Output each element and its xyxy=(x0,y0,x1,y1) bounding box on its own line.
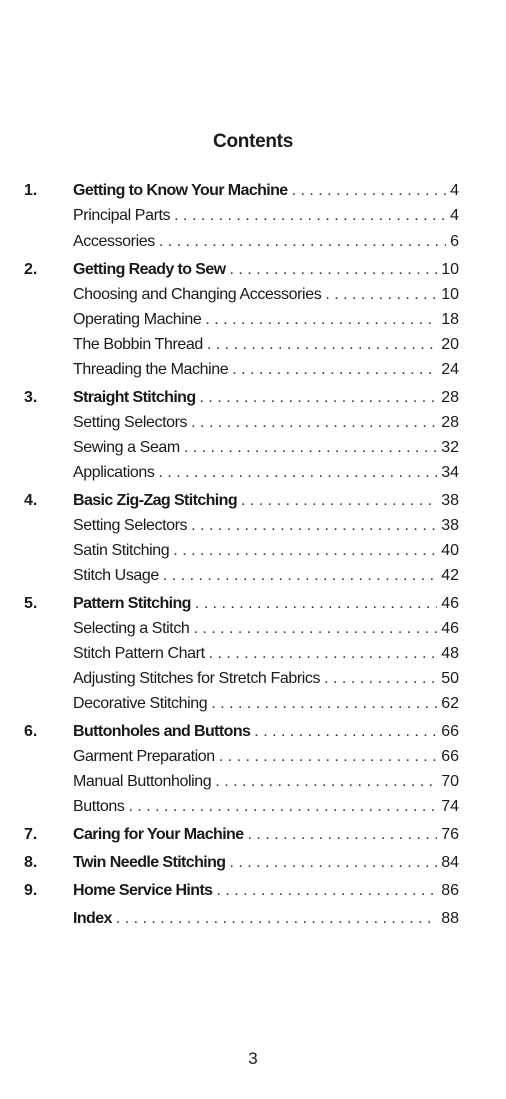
toc-entry-page: 88 xyxy=(437,908,459,930)
toc-entry-page: 38 xyxy=(437,490,459,512)
toc-entry-title: Buttons xyxy=(73,796,128,818)
toc-entry-page: 86 xyxy=(437,880,459,902)
toc-entry-title: Getting Ready to Sew xyxy=(73,259,229,281)
toc-entry-title: Buttonholes and Buttons xyxy=(73,721,254,743)
toc-section-entry xyxy=(73,618,459,640)
toc-leader-dots xyxy=(254,721,459,743)
toc-entry-title: Stitch Pattern Chart xyxy=(73,643,209,665)
toc-section-entry xyxy=(73,412,459,434)
toc-leader-dots xyxy=(193,618,459,640)
toc-entry-page: 10 xyxy=(437,284,459,306)
toc-entry-page: 46 xyxy=(437,618,459,640)
toc-entry-title: Applications xyxy=(73,462,158,484)
toc-entry-number: 5. xyxy=(24,595,38,612)
toc-section-entry xyxy=(73,205,459,227)
toc-entry-page: 76 xyxy=(437,824,459,846)
toc-leader-dots xyxy=(116,908,459,930)
toc-entry-title: Operating Machine xyxy=(73,309,205,331)
toc-leader-dots xyxy=(292,180,459,202)
toc-section-entry xyxy=(73,334,459,356)
toc-entry-title: Decorative Stitching xyxy=(73,693,211,715)
toc-entry-title: Adjusting Stitches for Stretch Fabrics xyxy=(73,668,324,690)
toc-entry-title: Sewing a Seam xyxy=(73,437,184,459)
toc-entry-title: Selecting a Stitch xyxy=(73,618,193,640)
toc-entry-page: 66 xyxy=(437,721,459,743)
toc-entry-page: 50 xyxy=(437,668,459,690)
toc-entry-page: 62 xyxy=(437,693,459,715)
toc-entry-page: 74 xyxy=(437,796,459,818)
toc-entry-page: 84 xyxy=(437,852,459,874)
toc-leader-dots xyxy=(195,593,459,615)
toc-entry-page: 38 xyxy=(437,515,459,537)
page-title: Contents xyxy=(213,131,293,152)
toc-entry-title: Threading the Machine xyxy=(73,359,232,381)
toc-leader-dots xyxy=(191,515,459,537)
toc-entry-page: 28 xyxy=(437,387,459,409)
toc-entry-title: Satin Stitching xyxy=(73,540,173,562)
toc-section-entry xyxy=(73,771,459,793)
toc-leader-dots xyxy=(191,412,459,434)
toc-entry-title: Choosing and Changing Accessories xyxy=(73,284,325,306)
toc-leader-dots xyxy=(174,205,459,227)
toc-entry-number: 4. xyxy=(24,492,38,509)
toc-section-entry xyxy=(73,515,459,537)
toc-leader-dots xyxy=(128,796,459,818)
toc-entry-page: 70 xyxy=(437,771,459,793)
toc-entry-number: 7. xyxy=(24,826,38,843)
toc-entry-page: 18 xyxy=(437,309,459,331)
toc-entry-page: 66 xyxy=(437,746,459,768)
toc-chapter-entry xyxy=(73,908,459,930)
toc-section-entry xyxy=(73,540,459,562)
toc-entry-title: Home Service Hints xyxy=(73,880,216,902)
toc-leader-dots xyxy=(211,693,459,715)
toc-entry-title: Setting Selectors xyxy=(73,515,191,537)
toc-entry-page: 10 xyxy=(437,259,459,281)
toc-leader-dots xyxy=(163,565,459,587)
toc-entry-page: 34 xyxy=(437,462,459,484)
toc-entry-title: Getting to Know Your Machine xyxy=(73,180,292,202)
toc-entry-page: 48 xyxy=(437,643,459,665)
toc-entry-title: Twin Needle Stitching xyxy=(73,852,229,874)
toc-section-entry xyxy=(73,796,459,818)
toc-entry-page: 32 xyxy=(437,437,459,459)
toc-section-entry xyxy=(73,284,459,306)
toc-chapter-entry xyxy=(24,180,459,202)
toc-leader-dots xyxy=(205,309,459,331)
page-number: 3 xyxy=(248,1049,258,1068)
toc-section-entry xyxy=(73,643,459,665)
toc-entry-page: 4 xyxy=(446,180,459,202)
toc-entry-page: 28 xyxy=(437,412,459,434)
toc-entry-title: Manual Buttonholing xyxy=(73,771,215,793)
toc-entry-number: 3. xyxy=(24,389,38,406)
toc-entry-page: 4 xyxy=(446,205,459,227)
toc-leader-dots xyxy=(216,880,459,902)
toc-chapter-entry xyxy=(24,593,459,615)
toc-chapter-entry xyxy=(24,880,459,902)
toc-entry-title: Stitch Usage xyxy=(73,565,163,587)
toc-entry-title: The Bobbin Thread xyxy=(73,334,207,356)
toc-section-entry xyxy=(73,746,459,768)
toc-chapter-entry xyxy=(24,824,459,846)
toc-entry-title: Index xyxy=(73,908,116,930)
toc-leader-dots xyxy=(159,231,459,253)
toc-chapter-entry xyxy=(24,259,459,281)
toc-entry-number: 6. xyxy=(24,723,38,740)
toc-leader-dots xyxy=(184,437,459,459)
toc-entry-number: 8. xyxy=(24,854,38,871)
toc-chapter-entry xyxy=(24,852,459,874)
toc-entry-title: Accessories xyxy=(73,231,159,253)
toc-section-entry xyxy=(73,359,459,381)
toc-chapter-entry xyxy=(24,490,459,512)
toc-entry-number: 9. xyxy=(24,882,38,899)
toc-leader-dots xyxy=(209,643,459,665)
toc-entry-title: Caring for Your Machine xyxy=(73,824,248,846)
toc-section-entry xyxy=(73,462,459,484)
toc-entry-page: 6 xyxy=(446,231,459,253)
toc-entry-title: Pattern Stitching xyxy=(73,593,195,615)
toc-leader-dots xyxy=(229,259,459,281)
toc-chapter-entry xyxy=(24,721,459,743)
toc-entry-title: Garment Preparation xyxy=(73,746,219,768)
toc-entry-page: 20 xyxy=(437,334,459,356)
toc-entry-number: 1. xyxy=(24,182,38,199)
toc-entry-title: Straight Stitching xyxy=(73,387,200,409)
toc-entry-page: 46 xyxy=(437,593,459,615)
toc-section-entry xyxy=(73,437,459,459)
toc-section-entry xyxy=(73,231,459,253)
toc-entry-title: Principal Parts xyxy=(73,205,174,227)
toc-entry-page: 24 xyxy=(437,359,459,381)
toc-entry-number: 2. xyxy=(24,261,38,278)
toc-section-entry xyxy=(73,565,459,587)
toc-leader-dots xyxy=(241,490,459,512)
toc-leader-dots xyxy=(215,771,459,793)
toc-leader-dots xyxy=(158,462,459,484)
toc-entry-page: 42 xyxy=(437,565,459,587)
toc-entry-title: Basic Zig-Zag Stitching xyxy=(73,490,241,512)
toc-leader-dots xyxy=(200,387,459,409)
toc-leader-dots xyxy=(232,359,459,381)
toc-leader-dots xyxy=(207,334,459,356)
toc-entry-title: Setting Selectors xyxy=(73,412,191,434)
toc-section-entry xyxy=(73,668,459,690)
toc-leader-dots xyxy=(173,540,459,562)
toc-entry-page: 40 xyxy=(437,540,459,562)
toc-section-entry xyxy=(73,693,459,715)
toc-section-entry xyxy=(73,309,459,331)
toc-leader-dots xyxy=(219,746,459,768)
toc-leader-dots xyxy=(229,852,459,874)
toc-chapter-entry xyxy=(24,387,459,409)
toc-leader-dots xyxy=(248,824,459,846)
